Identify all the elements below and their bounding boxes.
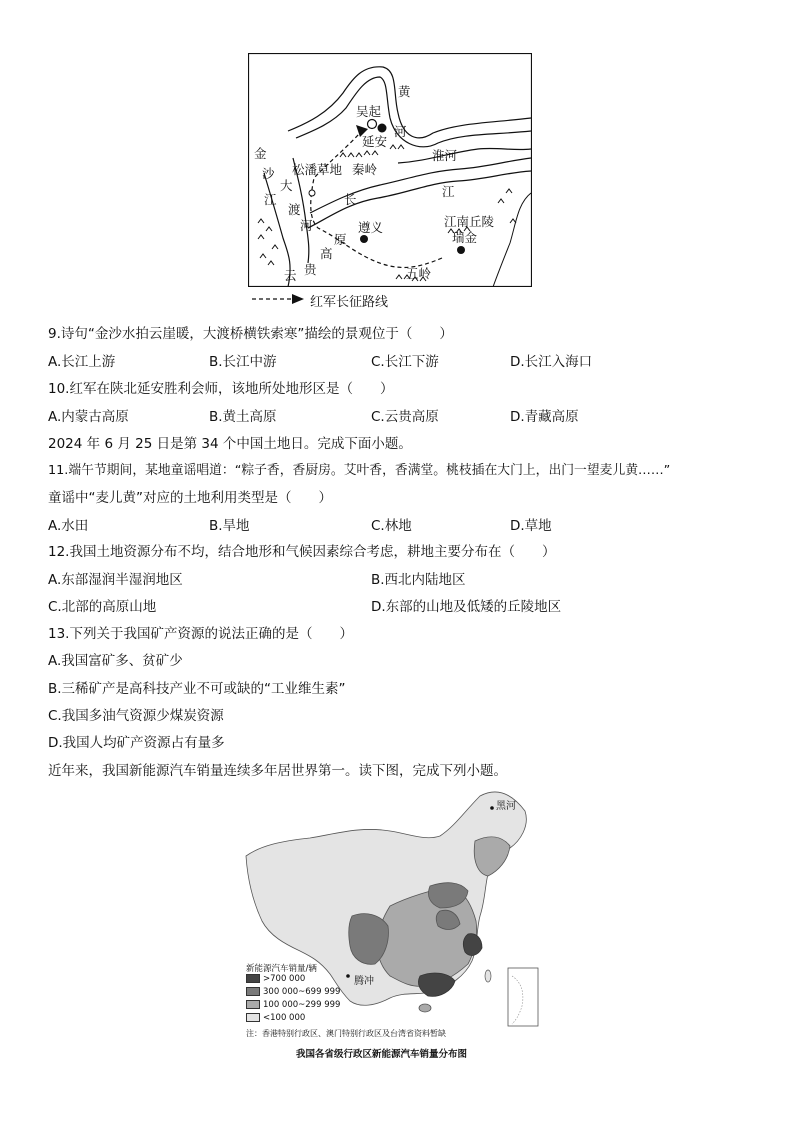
songpan-point: [309, 190, 315, 196]
legend-label-under-100k: <100 000: [263, 1013, 306, 1023]
q9-option-c: C.长江下游: [371, 354, 439, 370]
q12-option-c: C.北部的高原山地: [48, 599, 157, 615]
nev-legend-row-2: [246, 987, 340, 997]
q10-stem: 10.红军在陕北延安胜利会师，该地所处地形区是（ ）: [48, 381, 394, 397]
label-yanan: 延安: [362, 134, 388, 149]
nev-legend-row-1: [246, 974, 305, 984]
q9-option-d: D.长江入海口: [510, 354, 593, 370]
label-wuling: 五岭: [406, 266, 432, 281]
zunyi-point: [360, 235, 368, 243]
intro-land-day: 2024 年 6 月 25 日是第 34 个中国土地日。完成下面小题。: [48, 436, 412, 452]
q12-stem: 12.我国土地资源分布不均，结合地形和气候因素综合考虑，耕地主要分布在（ ）: [48, 544, 556, 560]
label-songpan: 松潘草地: [292, 162, 343, 177]
label-qinling: 秦岭: [352, 162, 378, 177]
label-jiangnan: 江南丘陵: [444, 214, 495, 229]
label-tengchong: 腾冲: [354, 976, 374, 987]
q10-option-c: C.云贵高原: [371, 409, 439, 425]
nev-map-note: 注：香港特别行政区、澳门特别行政区及台湾省资料暂缺: [246, 1029, 446, 1038]
legend-label-700k: >700 000: [263, 974, 306, 984]
label-jiang-left: 江: [264, 192, 277, 207]
q11-option-b: B.旱地: [209, 518, 250, 534]
q11-stem-2: 童谣中“麦儿黄”对应的土地利用类型是（ ）: [48, 490, 332, 506]
label-jiang: 江: [442, 184, 455, 199]
q13-option-b: B.三稀矿产是高科技产业不可或缺的“工业维生素”: [48, 681, 346, 697]
label-heihe: 黑河: [496, 801, 516, 812]
q9-stem: 9.诗句“金沙水拍云崖暖，大渡桥横铁索寒”描绘的景观位于（ ）: [48, 326, 453, 342]
wuqi-point: [368, 120, 377, 129]
q13-option-a: A.我国富矿多、贫矿少: [48, 653, 183, 669]
yanan-point: [378, 124, 387, 133]
label-yuan: 原: [334, 232, 347, 247]
q12-option-b: B.西北内陆地区: [371, 572, 466, 588]
label-da: 大: [280, 178, 293, 193]
label-ruijin: 瑞金: [452, 230, 478, 245]
legend-label-300k: 300 000~699 999: [263, 987, 341, 997]
nev-legend-row-4: [246, 1013, 305, 1023]
nev-legend: [246, 962, 366, 1026]
q13-option-d: D.我国人均矿产资源占有量多: [48, 735, 225, 751]
label-he2: 河: [300, 218, 313, 233]
label-yun: 云: [284, 268, 297, 283]
q13-option-c: C.我国多油气资源少煤炭资源: [48, 708, 224, 724]
label-sha: 沙: [262, 166, 275, 181]
q10-option-b: B.黄土高原: [209, 409, 277, 425]
nev-sales-map: [240, 786, 540, 1036]
q12-option-d: D.东部的山地及低矮的丘陵地区: [371, 599, 562, 615]
label-gui: 贵: [304, 262, 317, 277]
heihe-point: [490, 806, 494, 810]
q12-option-a: A.东部湿润半湿润地区: [48, 572, 183, 588]
label-he: 河: [394, 124, 407, 139]
q13-stem: 13.下列关于我国矿产资源的说法正确的是（ ）: [48, 626, 353, 642]
nev-legend-row-3: [246, 1000, 340, 1010]
legend-label-100k: 100 000~299 999: [263, 1000, 341, 1010]
q11-option-c: C.林地: [371, 518, 412, 534]
q11-stem-1: 11.端午节期间，某地童谣唱道：“粽子香，香厨房。艾叶香，香满堂。桃枝插在大门上，出门一望麦儿黄……”: [48, 463, 671, 478]
label-huaihe: 淮河: [432, 148, 458, 163]
map1-legend-label: 红军长征路线: [310, 295, 389, 310]
swatch-300k: [246, 987, 260, 996]
label-huang: 黄: [398, 84, 411, 99]
swatch-700k: [246, 974, 260, 983]
swatch-100k: [246, 1000, 260, 1009]
q9-option-b: B.长江中游: [209, 354, 277, 370]
long-march-map: [248, 53, 532, 287]
q10-option-d: D.青藏高原: [510, 409, 579, 425]
label-du: 渡: [288, 202, 301, 217]
label-zunyi: 遵义: [358, 220, 384, 235]
label-wuqi: 吴起: [356, 104, 382, 119]
q11-option-a: A.水田: [48, 518, 89, 534]
q11-option-d: D.草地: [510, 518, 552, 534]
intro-nev: 近年来，我国新能源汽车销量连续多年居世界第一。读下图，完成下列小题。: [48, 763, 507, 779]
label-gao: 高: [320, 246, 333, 261]
long-march-map-svg: [248, 53, 532, 287]
label-jin: 金: [254, 146, 267, 161]
ruijin-point: [457, 246, 465, 254]
swatch-under-100k: [246, 1013, 260, 1022]
q9-option-a: A.长江上游: [48, 354, 116, 370]
label-chang: 长: [344, 192, 357, 207]
route-legend-icon: [252, 292, 306, 306]
nev-legend-title: 新能源汽车销量/辆: [246, 964, 317, 974]
map1-legend: [252, 291, 452, 310]
q10-option-a: A.内蒙古高原: [48, 409, 129, 425]
nev-map-caption: 我国各省级行政区新能源汽车销量分布图: [296, 1049, 468, 1060]
